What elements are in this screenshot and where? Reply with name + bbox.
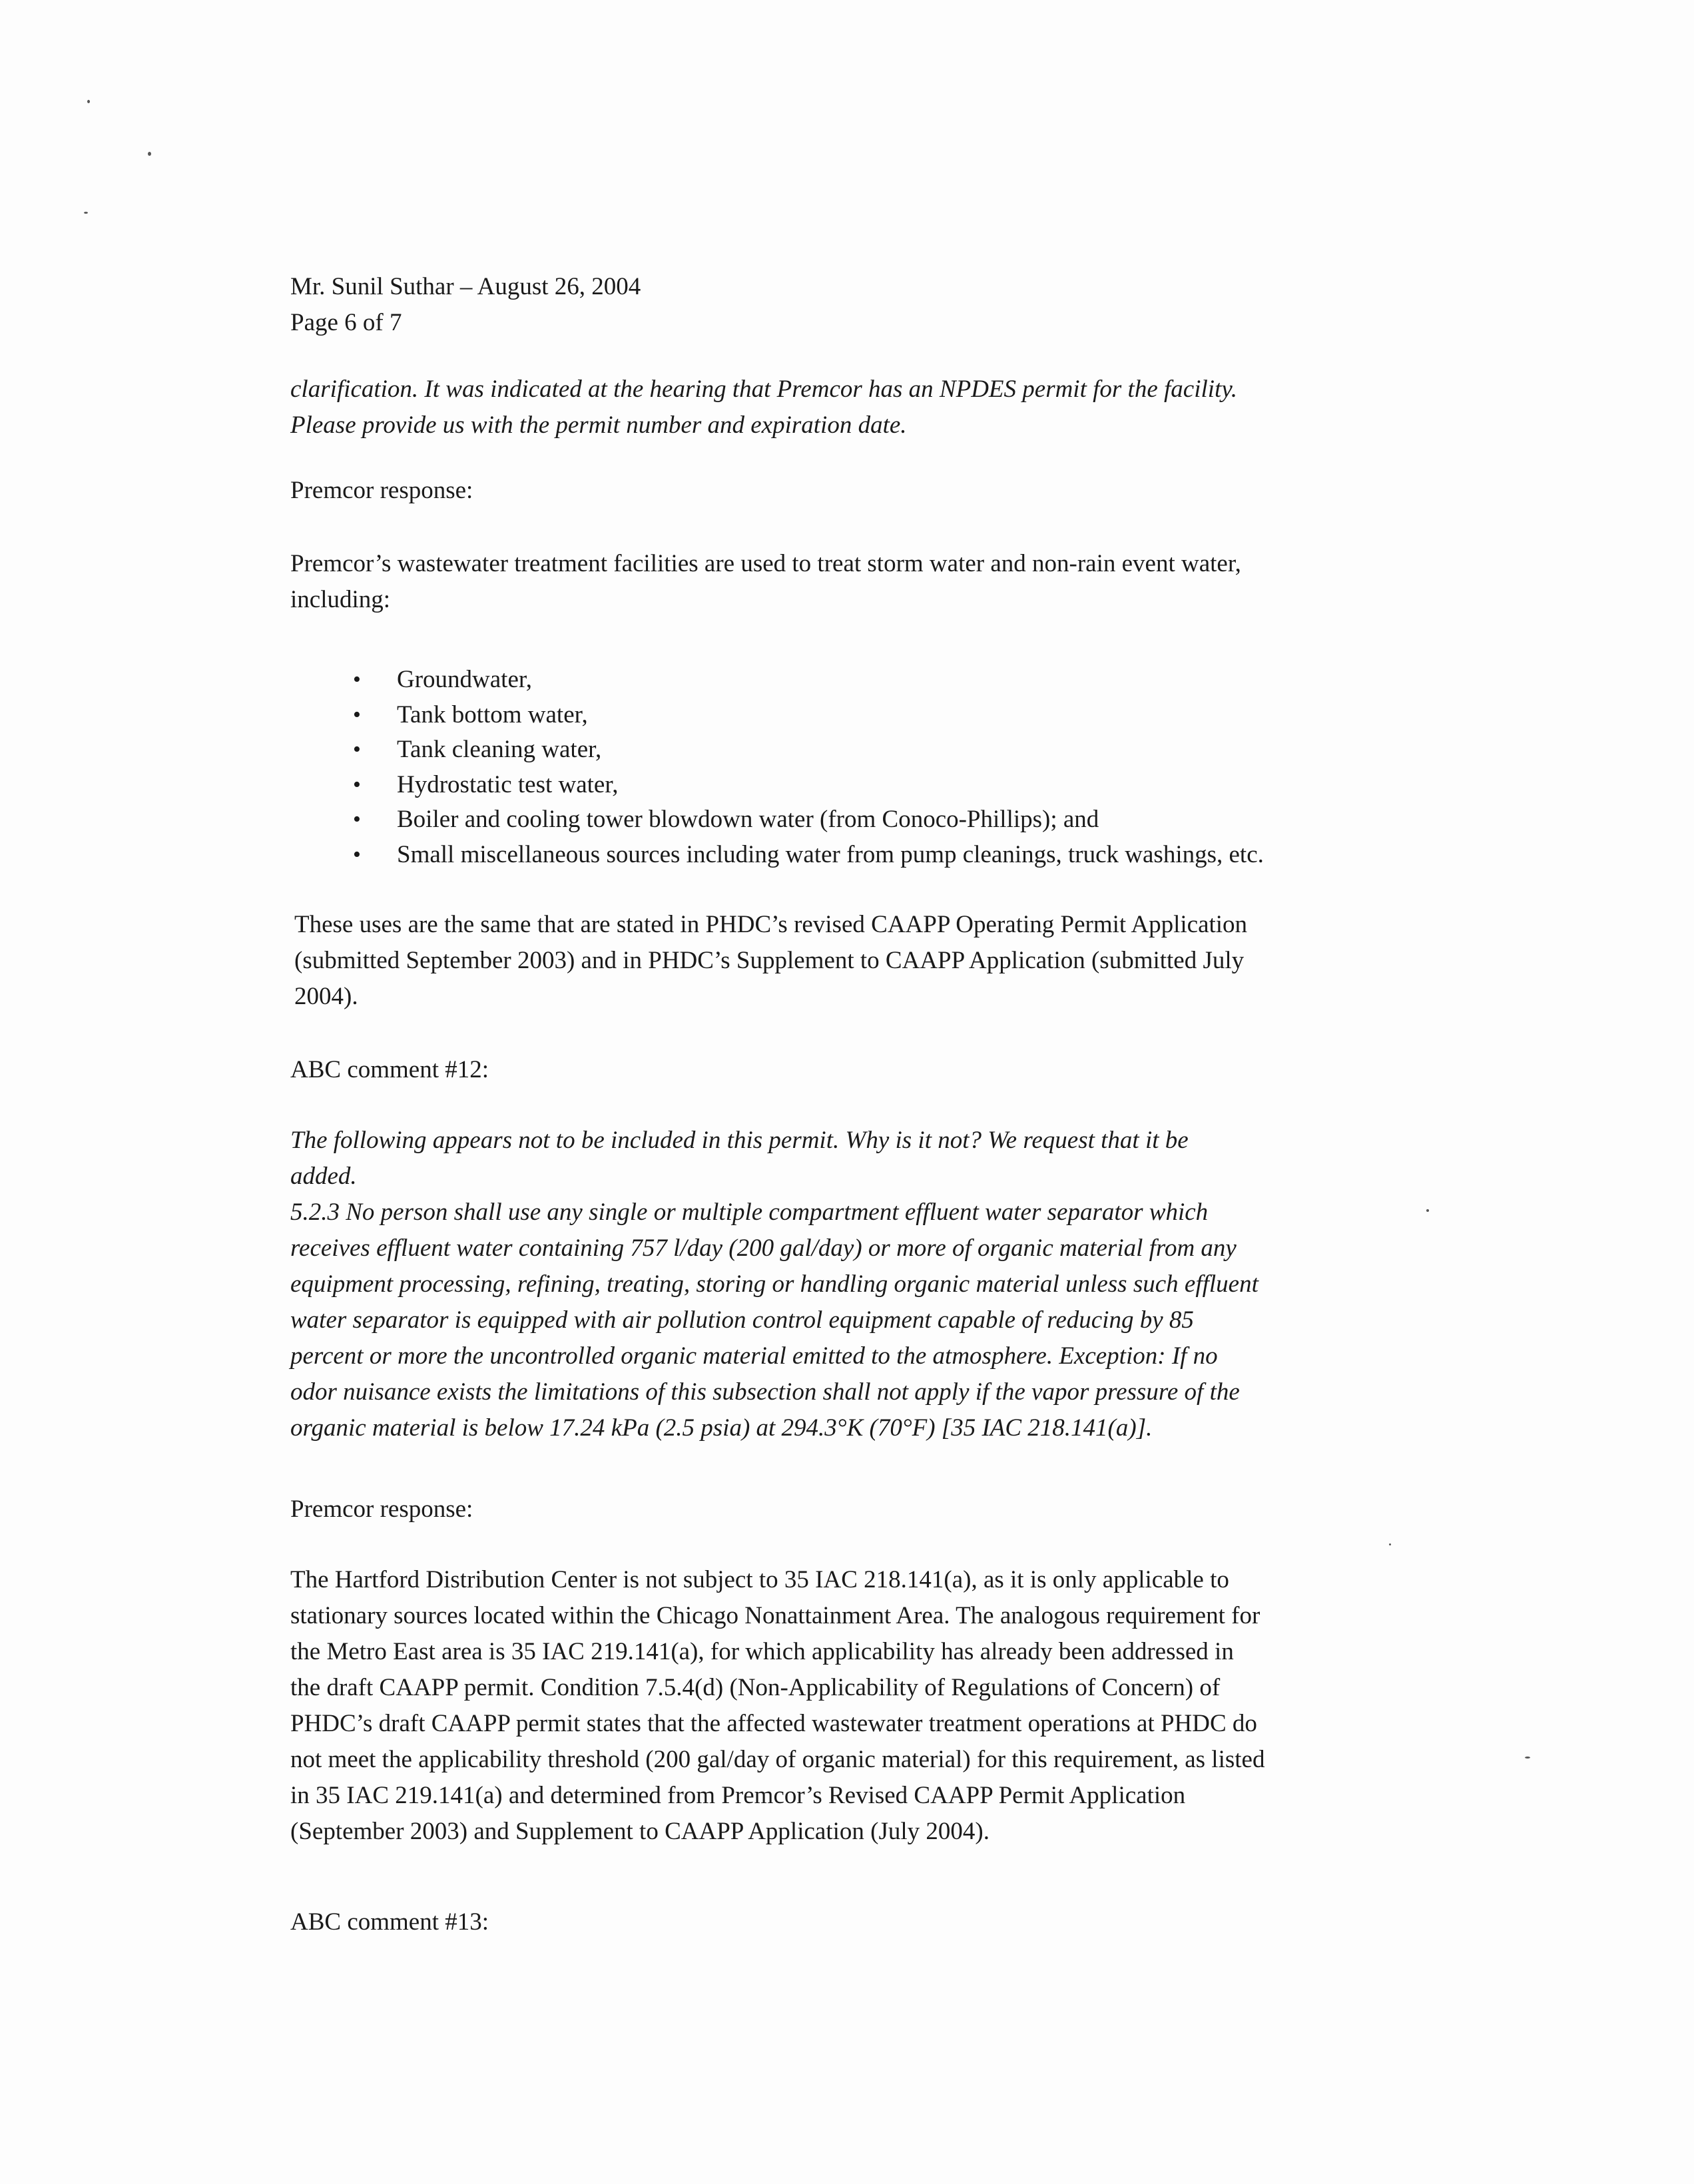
paragraph-line: The Hartford Distribution Center is not subject to 35 IAC 218.141(a), as it is only applicable to	[290, 1566, 1229, 1593]
comment-line: equipment processing, refining, treating, storing or handling organic material unless such effluent	[290, 1270, 1259, 1298]
paragraph-line: the Metro East area is 35 IAC 219.141(a), for which applicability has already been addressed in	[290, 1638, 1234, 1665]
list-item: • Tank bottom water,	[353, 698, 1264, 733]
list-item: • Tank cleaning water,	[353, 732, 1264, 768]
response-paragraph	[290, 1562, 1416, 1850]
list-item: • Small miscellaneous sources including water from pump cleanings, truck washings, etc.	[353, 838, 1264, 873]
comment-line: Please provide us with the permit number and expiration date.	[290, 411, 907, 439]
comment-line: percent or more the uncontrolled organic material emitted to the atmosphere. Exception: If no	[290, 1342, 1218, 1370]
paragraph-line: (submitted September 2003) and in PHDC’s Supplement to CAAPP Application (submitted July	[294, 947, 1245, 974]
scan-speck	[87, 100, 90, 103]
comment-line: odor nuisance exists the limitations of this subsection shall not apply if the vapor pressure of the	[290, 1378, 1240, 1406]
paragraph-line: 2004).	[294, 983, 358, 1010]
list-item: • Groundwater,	[353, 663, 1264, 698]
comment-line: receives effluent water containing 757 l/day (200 gal/day) or more of organic material from any	[290, 1234, 1237, 1262]
scan-speck	[84, 212, 88, 214]
uses-paragraph	[294, 907, 1420, 1015]
scan-speck	[148, 152, 151, 156]
paragraph-line: These uses are the same that are stated in PHDC’s revised CAAPP Operating Permit Application	[294, 911, 1248, 938]
comment-line: water separator is equipped with air pollution control equipment capable of reducing by 85	[290, 1306, 1194, 1334]
paragraph-line: not meet the applicability threshold (200 gal/day of organic material) for this requirement, as listed	[290, 1746, 1265, 1773]
list-item: • Hydrostatic test water,	[353, 768, 1264, 803]
paragraph-line: including:	[290, 586, 391, 613]
paragraph-line: the draft CAAPP permit. Condition 7.5.4(d) (Non-Applicability of Regulations of Concern) of	[290, 1674, 1221, 1701]
response-paragraph	[290, 546, 1416, 618]
comment-line: The following appears not to be included in this permit. Why is it not? We request that it be	[290, 1127, 1189, 1154]
response-label: Premcor response:	[290, 477, 473, 504]
scan-speck	[1389, 1543, 1391, 1545]
comment-text	[290, 1123, 1416, 1446]
page-number: Page 6 of 7	[290, 309, 402, 336]
comment-label: ABC comment #13:	[290, 1908, 489, 1936]
scan-speck	[1525, 1757, 1530, 1759]
scan-speck	[1426, 1209, 1429, 1212]
comment-label: ABC comment #12:	[290, 1056, 489, 1083]
letter-header	[290, 269, 1416, 341]
paragraph-line: stationary sources located within the Chicago Nonattainment Area. The analogous requirement for	[290, 1602, 1261, 1629]
comment-line: added.	[290, 1163, 357, 1190]
recipient-date: Mr. Sunil Suthar – August 26, 2004	[290, 273, 641, 300]
comment-continuation	[290, 372, 1416, 443]
paragraph-line: (September 2003) and Supplement to CAAPP Application (July 2004).	[290, 1818, 989, 1845]
paragraph-line: Premcor’s wastewater treatment facilities are used to treat storm water and non-rain event water,	[290, 550, 1241, 577]
list-item: • Boiler and cooling tower blowdown water (from Conoco-Phillips); and	[353, 802, 1264, 838]
paragraph-line: PHDC’s draft CAAPP permit states that the affected wastewater treatment operations at PHDC do	[290, 1710, 1257, 1737]
comment-line: 5.2.3 No person shall use any single or multiple compartment effluent water separator which	[290, 1199, 1209, 1226]
water-sources-list	[353, 663, 1264, 872]
response-label: Premcor response:	[290, 1496, 473, 1523]
comment-line: organic material is below 17.24 kPa (2.5 psia) at 294.3°K (70°F) [35 IAC 218.141(a)].	[290, 1414, 1153, 1442]
paragraph-line: in 35 IAC 219.141(a) and determined from Premcor’s Revised CAAPP Permit Application	[290, 1782, 1186, 1809]
comment-line: clarification. It was indicated at the hearing that Premcor has an NPDES permit for the facility.	[290, 376, 1237, 403]
